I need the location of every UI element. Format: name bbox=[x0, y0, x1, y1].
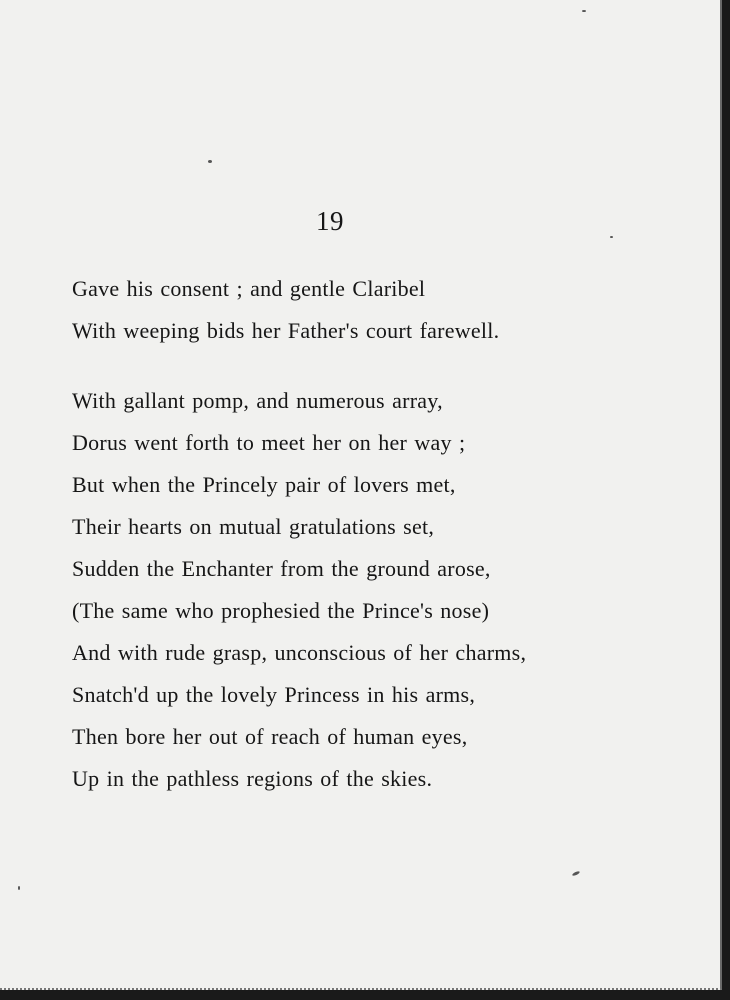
verse-line: Their hearts on mutual gratulations set, bbox=[72, 514, 435, 539]
print-speck bbox=[18, 886, 20, 890]
verse-line: And with rude grasp, unconscious of her charms, bbox=[72, 640, 527, 665]
print-speck bbox=[610, 236, 613, 238]
verse-line: Dorus went forth to meet her on her way ; bbox=[72, 430, 466, 455]
verse-line: Then bore her out of reach of human eyes, bbox=[72, 724, 468, 749]
verse-line: With weeping bids her Father's court farewell. bbox=[72, 318, 500, 343]
stanza-1 bbox=[72, 268, 499, 352]
verse-line: But when the Princely pair of lovers met, bbox=[72, 472, 456, 497]
verse-line: Sudden the Enchanter from the ground arose, bbox=[72, 556, 491, 581]
page-number: 19 bbox=[316, 206, 344, 236]
print-speck bbox=[208, 160, 212, 163]
verse-line: (The same who prophesied the Prince's nose) bbox=[72, 598, 490, 623]
verse-line: Up in the pathless regions of the skies. bbox=[72, 766, 433, 791]
stanza-2 bbox=[72, 380, 526, 800]
print-speck bbox=[582, 10, 586, 12]
verse-line: Gave his consent ; and gentle Claribel bbox=[72, 276, 426, 301]
verse-line: With gallant pomp, and numerous array, bbox=[72, 388, 443, 413]
verse-line: Snatch'd up the lovely Princess in his arms, bbox=[72, 682, 476, 707]
print-speck bbox=[572, 870, 581, 876]
